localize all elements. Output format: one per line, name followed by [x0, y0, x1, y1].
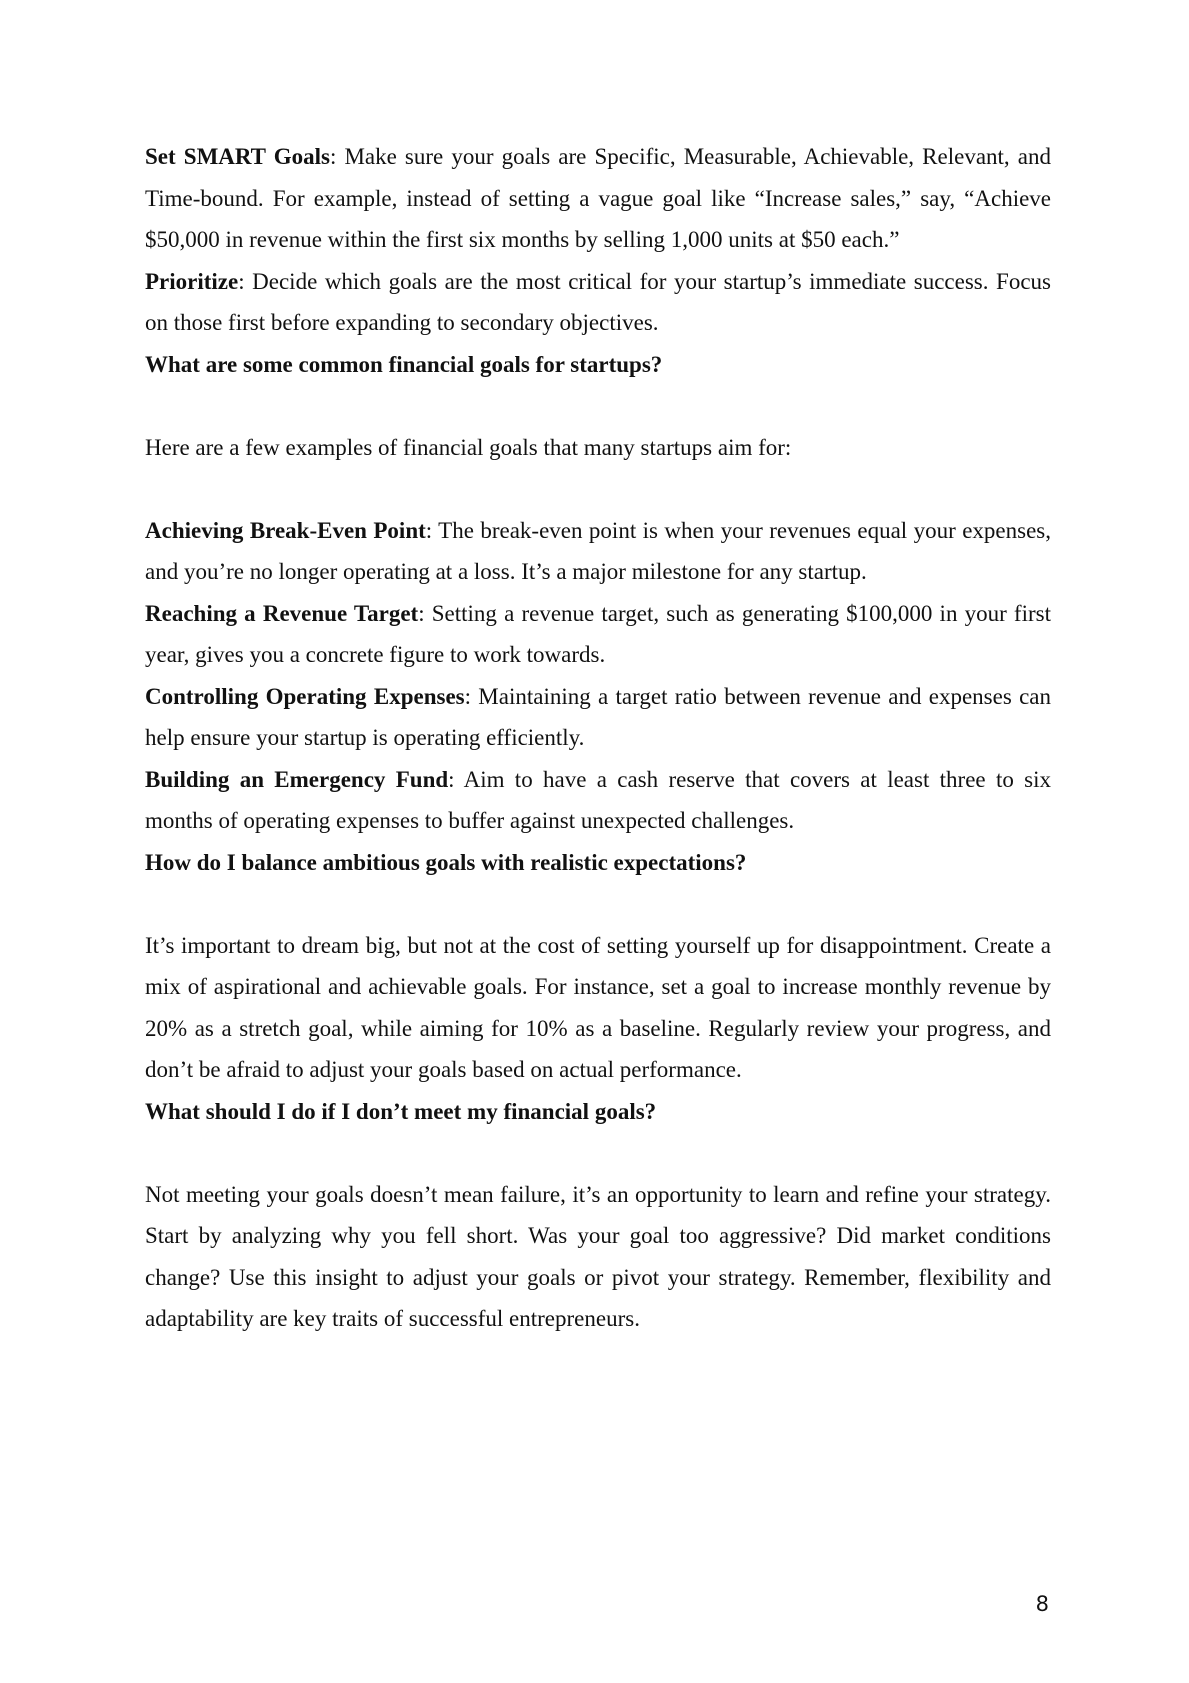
goal-break-even	[145, 510, 1051, 593]
intro-common-goals: Here are a few examples of financial goals that many startups aim for:	[145, 434, 792, 460]
smart-goals-term: Set SMART Goals	[145, 144, 330, 169]
goal-operating-expenses	[145, 676, 1051, 759]
smart-goals-paragraph	[145, 136, 1051, 261]
goal-break-even-text: : The break-even point is when your revenues equal your expenses, and you’re no longer operating at a loss. It’s a major milestone for any startup.	[145, 517, 1051, 584]
goal-break-even-term: Achieving Break-Even Point	[145, 517, 426, 543]
prioritize-term: Prioritize	[145, 268, 239, 294]
goal-revenue-target-text: : Setting a revenue target, such as generating $100,000 in your first year, gives you a concrete figure to work towards.	[145, 600, 1051, 667]
goal-emergency-fund-term: Building an Emergency Fund	[145, 766, 449, 792]
goal-emergency-fund-text: : Aim to have a cash reserve that covers at least three to six months of operating expenses to buffer against unexpected challenges.	[145, 766, 1051, 833]
heading-common-goals: What are some common financial goals for startups?	[145, 351, 663, 377]
missed-goals-paragraph: Not meeting your goals doesn’t mean failure, it’s an opportunity to learn and refine your strategy. Start by analyzing why you fell short. Was your goal too aggressive? Did market conditions change? Use this insight to adjust your goals or pivot your strategy. Remember, flexibility and adaptability are key traits of successful entrepreneurs.	[145, 1181, 1051, 1331]
goal-emergency-fund	[145, 759, 1051, 842]
goal-operating-expenses-term: Controlling Operating Expenses	[145, 683, 465, 709]
goal-revenue-target	[145, 593, 1051, 676]
prioritize-text: : Decide which goals are the most critical for your startup’s immediate success. Focus on those first before expanding to secondary objectives.	[145, 268, 1051, 335]
goal-operating-expenses-text: : Maintaining a target ratio between revenue and expenses can help ensure your startup is operating efficiently.	[145, 683, 1051, 750]
balance-goals-paragraph: It’s important to dream big, but not at the cost of setting yourself up for disappointment. Create a mix of aspirational and achievable goals. For instance, set a goal to increase monthly revenue by 20% as a stretch goal, while aiming for 10% as a baseline. Regularly review your progress, and don’t be afraid to adjust your goals based on actual performance.	[145, 932, 1051, 1082]
heading-missed-goals: What should I do if I don’t meet my financial goals?	[145, 1098, 657, 1124]
heading-balance-goals: How do I balance ambitious goals with realistic expectations?	[145, 849, 747, 875]
goal-revenue-target-term: Reaching a Revenue Target	[145, 600, 419, 626]
prioritize-paragraph	[145, 261, 1051, 344]
smart-goals-text: : Make sure your goals are Specific, Measurable, Achievable, Relevant, and Time-bound. For example, instead of setting a vague goal like “Increase sales,” say, “Achieve $50,000 in revenue within the first six months by selling 1,000 units at $50 each.”	[145, 144, 1051, 252]
document-page	[145, 136, 1051, 1340]
page-number: 8	[1035, 1592, 1049, 1616]
